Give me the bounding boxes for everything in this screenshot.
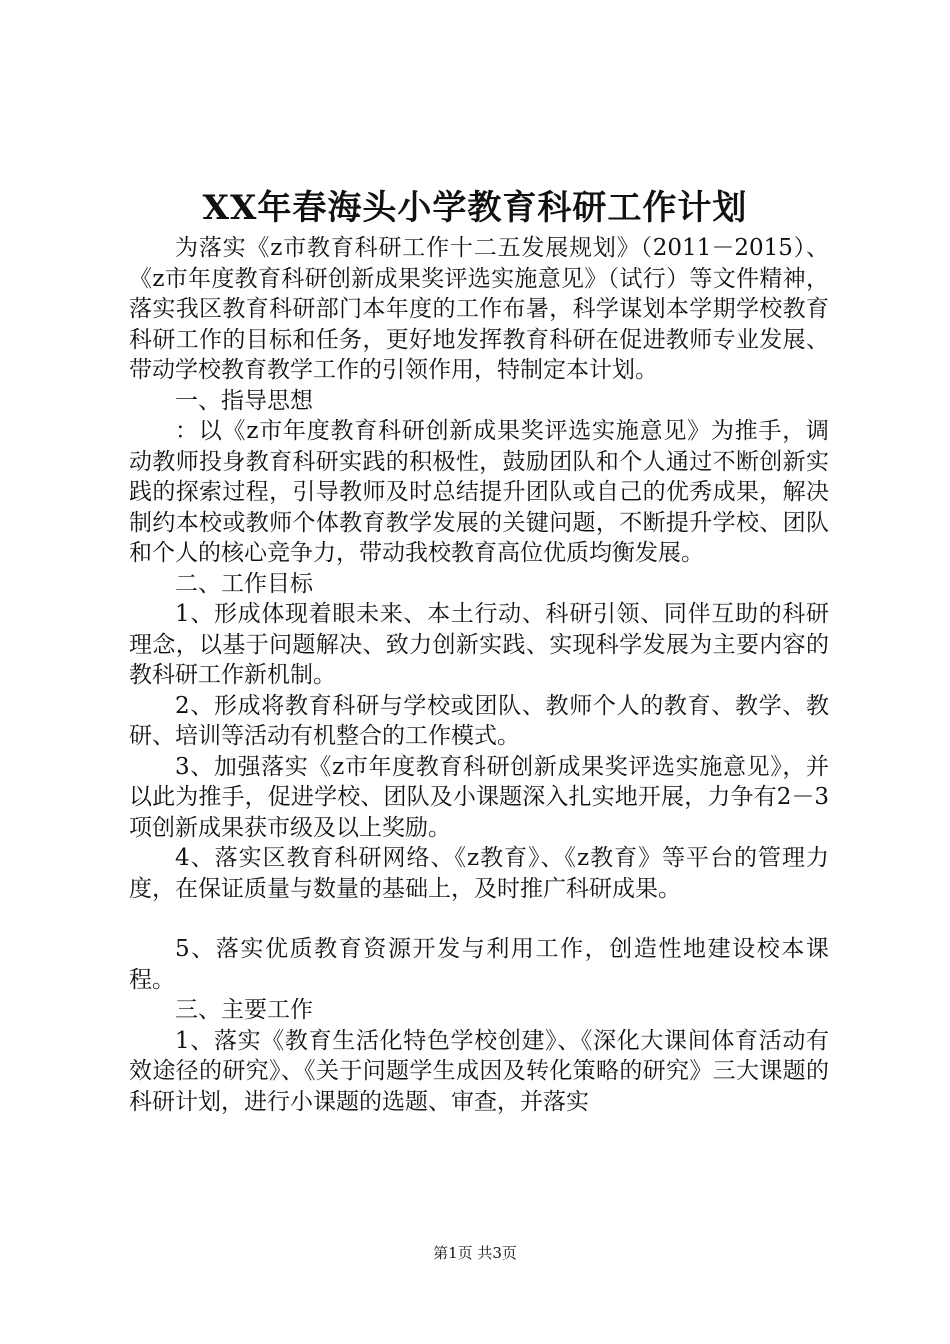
goal-item-3: 3、加强落实《z市年度教育科研创新成果奖评选实施意见》，并以此为推手，促进学校、团队及小课题深入扎实地开展，力争有2－3项创新成果获市级及以上奖励。: [129, 753, 829, 841]
section-heading-guiding-ideology: 一、指导思想: [175, 387, 313, 414]
goal-item-1: 1、形成体现着眼未来、本土行动、科研引领、同伴互助的科研理念，以基于问题解决、致力创新实践、实现科学发展为主要内容的教科研工作新机制。: [129, 601, 829, 688]
goal-item-4: 4、落实区教育科研网络、《z教育》、《z教育》等平台的管理力度，在保证质量与数量的基础上，及时推广科研成果。: [129, 845, 829, 902]
guiding-ideology-paragraph: ：以《z市年度教育科研创新成果奖评选实施意见》为推手，调动教师投身教育科研实践的积极性，鼓励团队和个人通过不断创新实践的探索过程，引导教师及时总结提升团队或自己的优秀成果，解决制约本校或教师个体教育教学发展的关键问题，不断提升学校、团队和个人的核心竞争力，带动我校教育高位优质均衡发展。: [129, 418, 829, 566]
section-heading-main-work: 三、主要工作: [175, 997, 313, 1023]
main-work-item-1: 1、落实《教育生活化特色学校创建》、《深化大课间体育活动有效途径的研究》、《关于问题学生成因及转化策略的研究》三大课题的科研计划，进行小课题的选题、审查，并落实: [129, 1027, 829, 1115]
section-heading-work-goals: 二、工作目标: [175, 570, 313, 597]
goal-item-2: 2、形成将教育科研与学校或团队、教师个人的教育、教学、教研、培训等活动有机整合的工作模式。: [129, 692, 829, 749]
document-body: [129, 233, 829, 1117]
intro-paragraph: 为落实《z市教育科研工作十二五发展规划》（2011－2015）、《z市年度教育科研创新成果奖评选实施意见》（试行）等文件精神，落实我区教育科研部门本年度的工作布暑，科学谋划本学期学校教育科研工作的目标和任务，更好地发挥教育科研在促进教师专业发展、带动学校教育教学工作的引领作用，特制定本计划。: [129, 235, 829, 383]
goal-item-5: 5、落实优质教育资源开发与利用工作，创造性地建设校本课程。: [129, 936, 829, 993]
document-title: XX年春海头小学教育科研工作计划: [202, 188, 748, 228]
page-number-footer: 第1页 共3页: [433, 1244, 517, 1262]
